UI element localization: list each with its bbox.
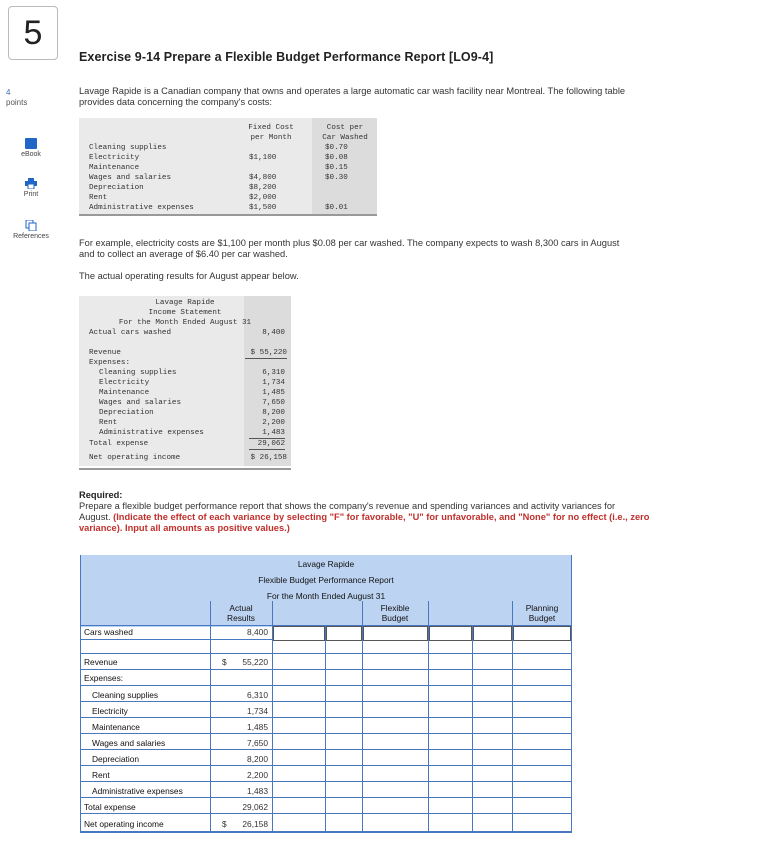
fixed-cost-value: $2,000 <box>249 194 277 202</box>
required-section <box>79 490 719 534</box>
expense-value: 1,734 <box>262 379 285 387</box>
expense-label: Administrative expenses <box>99 429 204 437</box>
actual-expense-value: 1,734 <box>247 706 268 716</box>
income-statement <box>79 296 291 466</box>
question-number: 5 <box>8 6 58 60</box>
fixed-cost-value: $1,500 <box>249 204 277 212</box>
expense-label: Rent <box>99 419 118 427</box>
expenses-label: Expenses: <box>89 359 131 367</box>
references-label: References <box>13 233 49 240</box>
cost-row-label: Administrative expenses <box>89 204 194 212</box>
planning-budget-input[interactable] <box>513 626 571 641</box>
activity-variance-input[interactable] <box>429 626 472 641</box>
variable-cost-value: $0.15 <box>325 164 348 172</box>
revenue-label: Revenue <box>89 349 121 357</box>
cars-washed-value: 8,400 <box>262 329 285 337</box>
expense-value: 6,310 <box>262 369 285 377</box>
total-expense-value: 29,062 <box>249 439 285 450</box>
actual-expense-value: 1,485 <box>247 722 268 732</box>
expense-label: Cleaning supplies <box>92 690 159 700</box>
noi-value: $ 26,158 <box>250 454 287 462</box>
cost-row-label: Maintenance <box>89 164 140 172</box>
references-icon <box>25 220 37 231</box>
expense-label: Wages and salaries <box>99 399 182 407</box>
total-expense-label: Total expense <box>89 440 149 448</box>
expense-value: 1,485 <box>262 389 285 397</box>
actual-noi-value: 26,158 <box>242 819 268 829</box>
cost-labels <box>89 143 194 213</box>
variable-cost-value: $0.30 <box>325 174 348 182</box>
variable-cost-header: Cost per Car Washed <box>322 124 368 142</box>
expense-labels <box>99 368 204 438</box>
expense-label: Administrative expenses <box>92 786 183 796</box>
fixed-cost-header: Fixed Cost per Month <box>248 124 294 142</box>
variance-effect-select[interactable] <box>326 626 362 641</box>
variance-input[interactable] <box>273 626 325 641</box>
expense-value: 8,200 <box>262 409 285 417</box>
fixed-cost-value: $1,100 <box>249 154 277 162</box>
statement-divider <box>79 468 291 470</box>
report-title-2: Flexible Budget Performance Report <box>258 575 394 585</box>
variable-cost-values <box>325 143 348 183</box>
fixed-cost-values <box>249 153 276 213</box>
cost-row-label: Electricity <box>89 154 140 162</box>
statement-title: Lavage Rapide Income Statement For the Month Ended August 31 <box>118 299 252 327</box>
col-planning-header: Planning Budget <box>525 603 559 623</box>
cost-row-label: Cleaning supplies <box>89 144 167 152</box>
actual-expense-value: 1,483 <box>247 786 268 796</box>
expenses-label: Expenses: <box>84 673 124 683</box>
noi-label: Net operating income <box>89 454 181 462</box>
ebook-label: eBook <box>21 151 41 158</box>
fixed-cost-value: $8,200 <box>249 184 277 192</box>
expense-value: 2,200 <box>262 419 285 427</box>
expense-value: 7,650 <box>262 399 285 407</box>
intro-text <box>79 86 719 108</box>
actual-expense-value: 6,310 <box>247 690 268 700</box>
points-label: points <box>6 98 28 107</box>
expense-label: Cleaning supplies <box>99 369 177 377</box>
expense-label: Electricity <box>99 379 150 387</box>
ebook-link[interactable] <box>6 138 56 158</box>
flexible-budget-report <box>80 555 572 833</box>
book-icon <box>25 138 37 149</box>
cost-row-label: Wages and salaries <box>89 174 172 182</box>
actual-intro: The actual operating results for August appear below. <box>79 271 299 281</box>
cost-row-label: Rent <box>89 194 108 202</box>
required-line-3: variance). Input all amounts as positive values.) <box>79 523 290 533</box>
activity-effect-select[interactable] <box>473 626 512 641</box>
actual-total-value: 29,062 <box>242 802 268 812</box>
actual-revenue-value: 55,220 <box>242 657 268 667</box>
actual-expense-value: 7,650 <box>247 738 268 748</box>
revenue-label: Revenue <box>84 657 118 667</box>
required-heading: Required: <box>79 490 123 500</box>
print-link[interactable] <box>6 178 56 198</box>
points-display <box>6 88 27 108</box>
dollar-sign: $ <box>222 657 227 667</box>
cost-row-label: Depreciation <box>89 184 144 192</box>
variable-cost-value: $0.01 <box>325 204 348 212</box>
cars-washed-label: Actual cars washed <box>89 329 172 337</box>
noi-label: Net operating income <box>84 819 164 829</box>
expense-label: Depreciation <box>92 754 140 764</box>
intro-line-2: provides data concerning the company's costs: <box>79 97 272 107</box>
report-title-3: For the Month Ended August 31 <box>266 591 386 601</box>
expense-label: Maintenance <box>99 389 150 397</box>
exercise-title: Exercise 9-14 Prepare a Flexible Budget Performance Report [LO9-4] <box>79 50 494 64</box>
points-value: 4 <box>6 88 11 97</box>
expense-values <box>249 368 285 439</box>
references-link[interactable] <box>6 220 56 240</box>
required-line-1: Prepare a flexible budget performance report that shows the company's revenue and spending variances and activity variances for <box>79 501 616 511</box>
expense-label: Depreciation <box>99 409 154 417</box>
dollar-sign: $ <box>222 819 227 829</box>
col-flexible-header: Flexible Budget <box>380 603 410 623</box>
expense-label: Wages and salaries <box>92 738 166 748</box>
table-divider <box>79 214 377 216</box>
cars-washed-label: Cars washed <box>84 627 133 637</box>
fixed-cost-value: $4,800 <box>249 174 277 182</box>
revenue-value: $ 55,220 <box>245 348 287 359</box>
col-actual-header: Actual Results <box>227 603 255 623</box>
expense-label: Maintenance <box>92 722 140 732</box>
actual-expense-value: 8,200 <box>247 754 268 764</box>
required-line-2: August. (Indicate the effect of each variance by selecting "F" for favorable, "U" for unfavorable, and "None" for no effect (i.e., zero <box>79 512 650 522</box>
total-expense-label: Total expense <box>84 802 136 812</box>
actual-cars-value: 8,400 <box>247 627 268 637</box>
expense-label: Electricity <box>92 706 128 716</box>
printer-icon <box>25 178 37 189</box>
cost-table <box>79 118 377 214</box>
variable-cost-value: $0.70 <box>325 144 348 152</box>
intro-line-1: Lavage Rapide is a Canadian company that owns and operates a large automatic car wash facility near Montreal. The following table <box>79 86 626 96</box>
flexible-budget-input[interactable] <box>363 626 428 641</box>
example-text: For example, electricity costs are $1,100 per month plus $0.08 per car washed. The company expects to wash 8,300 cars in August and to collect an average of $6.40 per car washed. <box>79 238 620 259</box>
print-label: Print <box>23 191 39 198</box>
expense-value: 1,483 <box>249 428 285 439</box>
variable-cost-value: $0.08 <box>325 154 348 162</box>
expense-label: Rent <box>92 770 110 780</box>
report-title-1: Lavage Rapide <box>297 559 355 569</box>
actual-expense-value: 2,200 <box>247 770 268 780</box>
